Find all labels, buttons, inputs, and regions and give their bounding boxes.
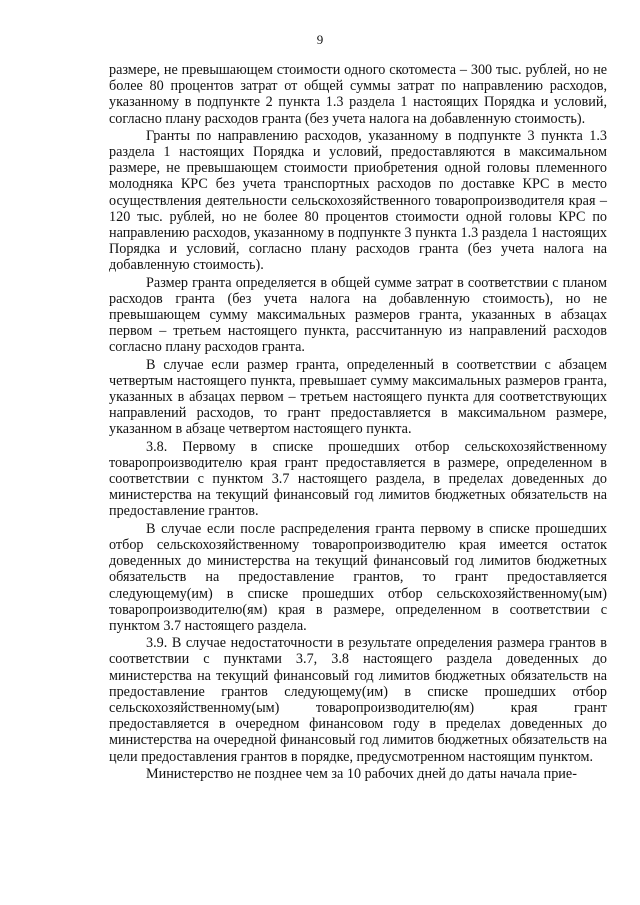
paragraph-6: В случае если после распределения гранта первому в списке прошедших отбор сельскохозяйственному товаропроизводителю края имеется остаток доведенных до министерства на текущий финансовый год лимитов бюджетных обязательств на предоставление грантов, то грант предоставляется следующему(им) в списке прошедших отбор сельскохозяйственному(ым) товаропроизводителю(ям) края в размере, определенном в соответствии с пунктом 3.7 настоящего раздела. (109, 520, 607, 634)
paragraph-8: Министерство не позднее чем за 10 рабочих дней до даты начала прие- (146, 765, 577, 782)
page-number: 9 (316, 32, 324, 47)
paragraph-4: В случае если размер гранта, определенный в соответствии с абзацем четвертым настоящего пункта, превышает сумму максимальных размеров гранта, указанных в абзацах первом – третьем настоящего пункта для соответствующих направлений расходов, то грант предоставляется в максимальном размере, указанном в абзаце четвертом настоящего пункта. (109, 356, 607, 438)
paragraph-7: 3.9. В случае недостаточности в результате определения размера грантов в соответствии с пунктами 3.7, 3.8 настоящего раздела доведенных до министерства на текущий финансовый год лимитов бюджетных обязательств на предоставление грантов следующему(им) в списке прошедших отбор сельскохозяйственному(ым) товаропроизводителю(ям) края грант предоставляется в очередном финансовом году в пределах доведенных до министерства на очередной финансовый год лимитов бюджетных обязательств на цели предоставления грантов в порядке, предусмотренном настоящим пунктом. (109, 635, 607, 765)
paragraph-3: Размер гранта определяется в общей сумме затрат в соответствии с планом расходов гранта (без учета налога на добавленную стоимость), но не превышающем сумму максимальных размеров гранта, указанных в абзацах первом – третьем настоящего пункта, рассчитанную из направлений расходов согласно плану расходов гранта. (109, 274, 607, 356)
document-body (109, 62, 607, 782)
paragraph-2: Гранты по направлению расходов, указанному в подпункте 3 пункта 1.3 раздела 1 настоящих Порядка и условий, предоставляются в максимальном размере, не превышающем стоимости приобретения одной головы племенного молодняка КРС без учета транспортных расходов по доставке КРС в место осуществления деятельности сельскохозяйственного товаропроизводителя края – 120 тыс. рублей, но не более 80 процентов стоимости одной головы КРС по направлению расходов, указанному в подпункте 3 пункта 1.3 раздела 1 настоящих Порядка и условий, согласно плану расходов гранта (без учета налога на добавленную стоимость). (109, 127, 607, 274)
paragraph-1: размере, не превышающем стоимости одного скотоместа – 300 тыс. рублей, но не более 80 процентов затрат от общей суммы затрат по направлению расходов, указанному в подпункте 2 пункта 1.3 раздела 1 настоящих Порядка и условий, согласно плану расходов гранта (без учета налога на добавленную стоимость). (109, 62, 607, 127)
paragraph-5: 3.8. Первому в списке прошедших отбор сельскохозяйственному товаропроизводителю края грант предоставляется в размере, определенном в соответствии с пунктом 3.7 настоящего раздела, в пределах доведенных до министерства на текущий финансовый год лимитов бюджетных обязательств на предоставление грантов. (109, 438, 607, 520)
